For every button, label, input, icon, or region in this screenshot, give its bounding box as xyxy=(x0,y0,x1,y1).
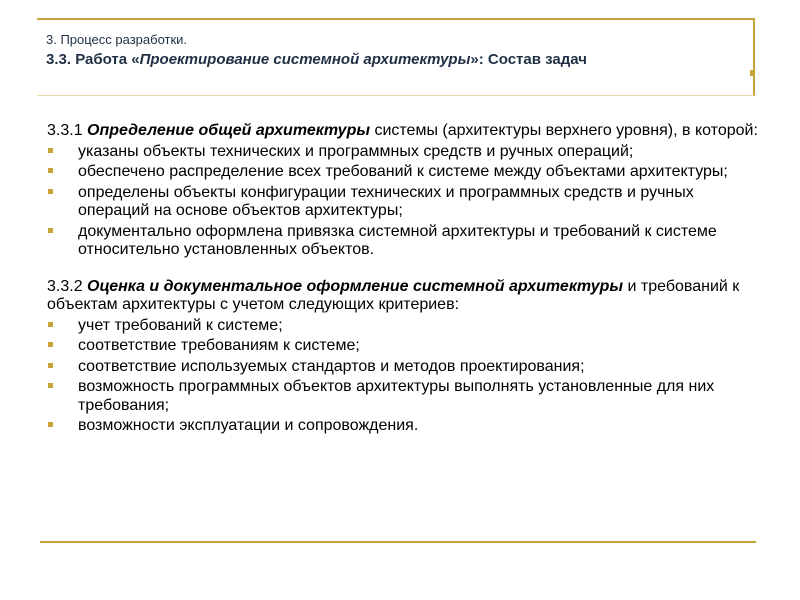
section-intro xyxy=(47,278,759,315)
breadcrumb: 3. Процесс разработки. xyxy=(46,32,188,47)
section-emphasis: Оценка и документальное оформление системной архитектуры xyxy=(87,277,624,295)
bullet-item: учет требований к системе; xyxy=(47,317,759,336)
section-3-3-1 xyxy=(47,122,759,260)
section-emphasis: Определение общей архитектуры xyxy=(87,122,371,139)
bullet-list xyxy=(47,317,759,436)
section-number: 3.3.2 xyxy=(47,277,88,295)
title-close-quote: » xyxy=(470,51,479,68)
bullet-item: соответствие используемых стандартов и методов проектирования; xyxy=(47,358,759,377)
bullet-list xyxy=(47,143,759,260)
bullet-item: возможность программных объектов архитектуры выполнять установленные для них требования; xyxy=(47,378,759,415)
section-intro-text: системы (архитектуры верхнего уровня), в которой: xyxy=(370,122,758,139)
title-suffix: : Состав задач xyxy=(478,51,587,68)
slide-title xyxy=(46,51,587,68)
bullet-item: соответствие требованиям к системе; xyxy=(47,337,759,356)
footer-divider xyxy=(40,541,756,543)
section-3-3-2 xyxy=(47,278,759,436)
section-intro-text: и требований к объектам архитектуры с учетом следующих критериев: xyxy=(47,277,740,313)
bullet-item: обеспечено распределение всех требований к системе между объектами архитектуры; xyxy=(47,163,759,182)
section-number: 3.3.1 xyxy=(47,122,88,139)
bullet-item: возможности эксплуатации и сопровождения. xyxy=(47,417,759,436)
frame-corner-mark xyxy=(750,70,755,76)
title-main: Проектирование системной архитектуры xyxy=(139,51,471,68)
bullet-item: документально оформлена привязка системной архитектуры и требований к системе относительно установленных объектов. xyxy=(47,223,759,260)
section-intro xyxy=(47,122,759,141)
title-work: Работа « xyxy=(75,51,140,68)
title-number: 3.3. xyxy=(46,51,76,68)
slide-content xyxy=(47,122,759,436)
bullet-item: определены объекты конфигурации технических и программных средств и ручных операций на основе объектов архитектуры; xyxy=(47,184,759,221)
bullet-item: указаны объекты технических и программных средств и ручных операций; xyxy=(47,143,759,162)
